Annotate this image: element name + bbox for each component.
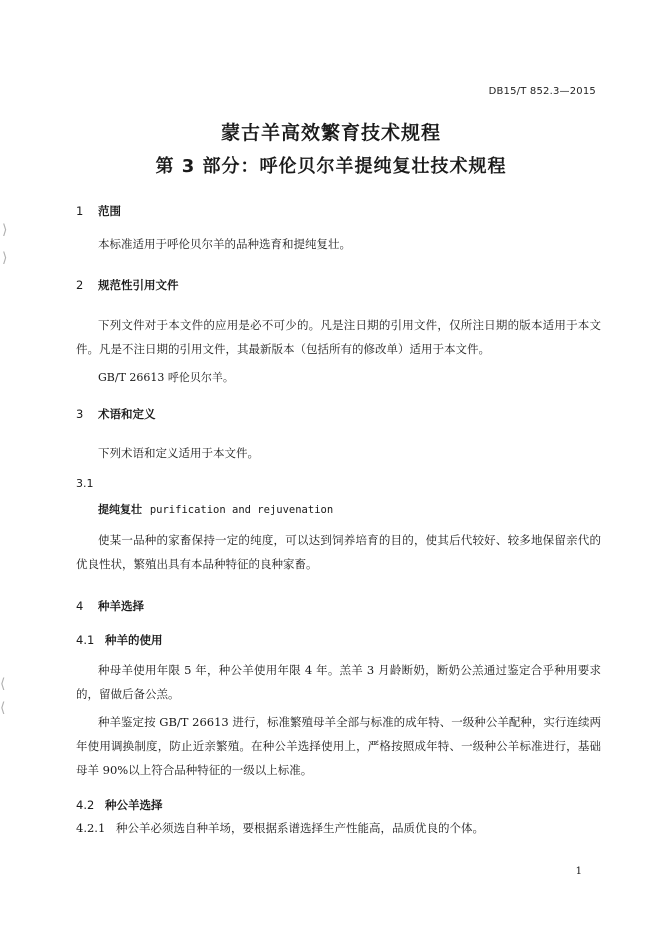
document-subtitle: 第 3 部分：呼伦贝尔羊提纯复壮技术规程 [155,156,507,177]
term-number: 3.1 [76,477,94,490]
section-4-1-paragraph-1: 种母羊使用年限 5 年，种公羊使用年限 4 年。羔羊 3 月龄断奶，断奶公羔通过鉴定合乎种用要求的，留做后备公羔。 [76,663,601,701]
section-title: 术语和定义 [98,407,156,421]
section-3-paragraph: 下列术语和定义适用于本文件。 [98,446,259,460]
section-number: 4.1 [76,633,95,647]
section-4-1-heading [76,632,163,648]
clause-4-2-1 [76,816,601,840]
binding-mark: ⟨ [0,676,6,692]
term-entry [98,501,333,517]
section-number: 4.2 [76,798,95,812]
binding-mark: ⟨ [0,700,6,716]
term-english: purification and rejuvenation [149,504,334,516]
section-title: 种羊选择 [98,599,145,613]
clause-number: 4.2.1 [76,821,106,835]
section-title: 种羊的使用 [105,633,163,647]
section-4-1-paragraph-2: 种羊鉴定按 GB/T 26613 进行，标准繁殖母羊全部与标准的成年特、一级种公羊配种，实行连续两年使用调换制度，防止近亲繁殖。在种公羊选择使用上，严格按照成年特、一级种公羊标准进行，基础母羊 90%以上符合品种特征的一级以上标准。 [76,715,601,777]
section-title: 规范性引用文件 [98,278,179,292]
section-2-paragraph: 下列文件对于本文件的应用是必不可少的。凡是注日期的引用文件，仅所注日期的版本适用于本文件。凡是不注日期的引用文件，其最新版本（包括所有的修改单）适用于本文件。 [76,318,601,356]
binding-mark: ⟩ [2,222,8,238]
section-4-heading [76,598,144,614]
normative-reference: GB/T 26613 呼伦贝尔羊。 [98,371,234,384]
section-number: 3 [76,407,84,421]
section-1-paragraph: 本标准适用于呼伦贝尔羊的品种选育和提纯复壮。 [98,237,351,251]
section-1-heading [76,203,121,219]
section-2-heading [76,277,179,293]
section-number: 1 [76,204,84,218]
document-title: 蒙古羊高效繁育技术规程 [220,122,441,144]
section-title: 范围 [98,204,122,218]
section-4-2-heading [76,797,163,813]
standard-code: DB15/T 852.3—2015 [488,86,596,97]
section-number: 4 [76,599,84,613]
page-number: 1 [575,866,582,877]
section-3-heading [76,406,156,422]
term-chinese: 提纯复壮 [98,503,142,516]
section-title: 种公羊选择 [105,798,163,812]
section-number: 2 [76,278,84,292]
clause-text: 种公羊必须选自种羊场，要根据系谱选择生产性能高，品质优良的个体。 [116,821,484,835]
binding-mark: ⟩ [2,250,8,266]
term-definition: 使某一品种的家畜保持一定的纯度，可以达到饲养培育的目的，使其后代较好、较多地保留亲代的优良性状，繁殖出具有本品种特征的良种家畜。 [76,533,601,571]
